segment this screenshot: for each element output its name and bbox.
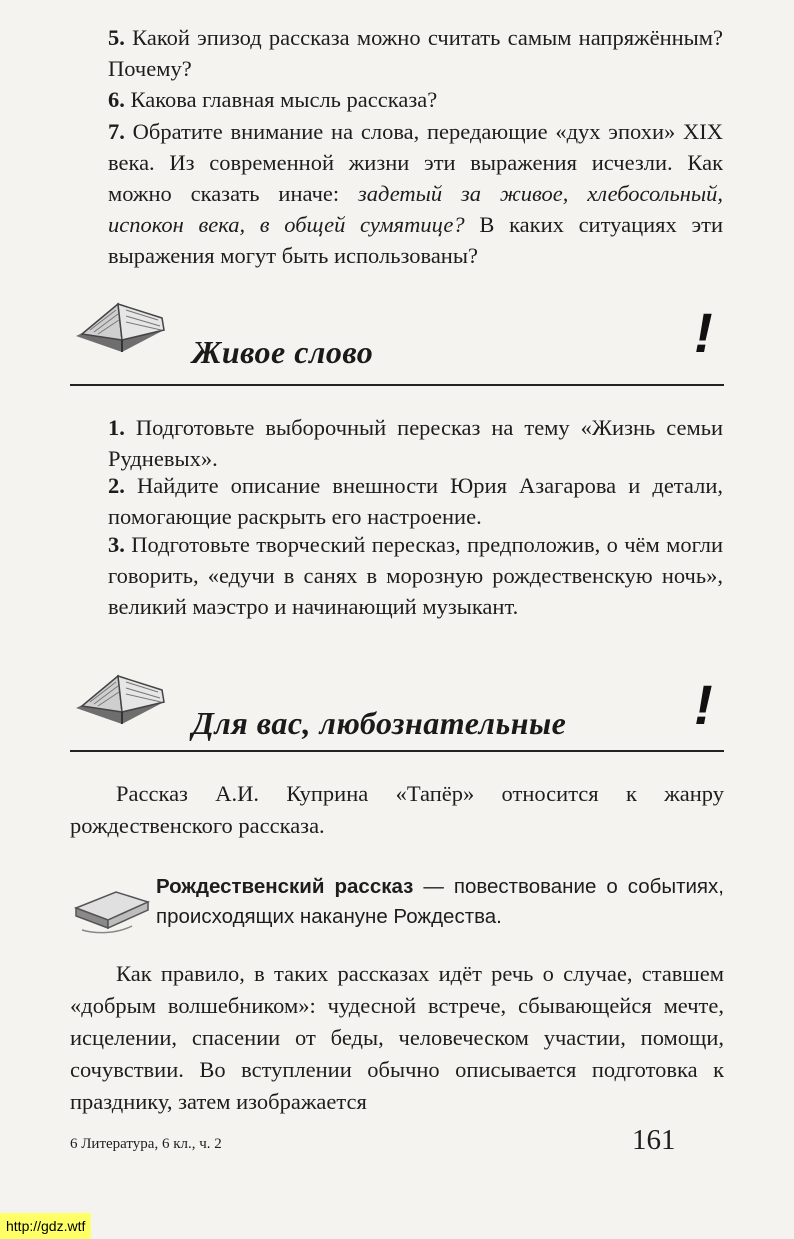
section-divider — [70, 384, 724, 386]
task-3: 3. Подготовьте творческий пересказ, предположив, о чём могли говорить, «едучи в санях в морозную рождественскую ночь», великий маэстро и начинающий музыкант. — [108, 532, 724, 619]
watermark-link[interactable]: http://gdz.wtf — [0, 1213, 91, 1239]
open-book-icon — [72, 296, 178, 358]
section-title-for-curious: Для вас, любознательные — [192, 705, 567, 741]
page-number: 161 — [632, 1124, 676, 1156]
task-1: 1. Подготовьте выборочный пересказ на тему «Жизнь семьи Рудневых». — [108, 415, 723, 471]
open-book-icon — [72, 668, 178, 730]
exclamation-icon: ! — [694, 673, 713, 736]
closed-book-icon — [72, 878, 152, 936]
task-2: 2. Найдите описание внешности Юрия Азагарова и детали, помогающие раскрыть его настроение. — [108, 473, 723, 529]
exclamation-icon: ! — [694, 301, 713, 364]
genre-paragraph: Как правило, в таких рассказах идёт речь о случае, ставшем «добрым волшебником»: чудесной встрече, сбывающейся мечте, исцелении, спасении от беды, человеческом участии, помощи, сочувствии. Во вступлении обычно описывается подготовка к празднику, затем изображается — [70, 961, 724, 1114]
section-title-live-word: Живое слово — [192, 334, 374, 370]
intro-paragraph: Рассказ А.И. Куприна «Тапёр» относится к жанру рождественского рассказа. — [70, 781, 724, 838]
section-divider — [70, 750, 724, 752]
question-5: 5. Какой эпизод рассказа можно считать самым напряжённым? Почему? — [108, 25, 724, 81]
footer-book-info: 6 Литература, 6 кл., ч. 2 — [70, 1136, 222, 1152]
definition-christmas-story: Рождественский рассказ — повествование о событиях, происходящих накануне Рождества. — [156, 875, 724, 928]
question-6: 6. Какова главная мысль рассказа? — [108, 87, 438, 112]
question-7: 7. Обратите внимание на слова, передающие «дух эпохи» XIX века. Из современной жизни эти выражения исчезли. Как можно сказать иначе: задетый за живое, хлебосольный, испокон века, в общей сумятице? В каких ситуациях эти выражения могут быть использованы? — [108, 119, 723, 268]
